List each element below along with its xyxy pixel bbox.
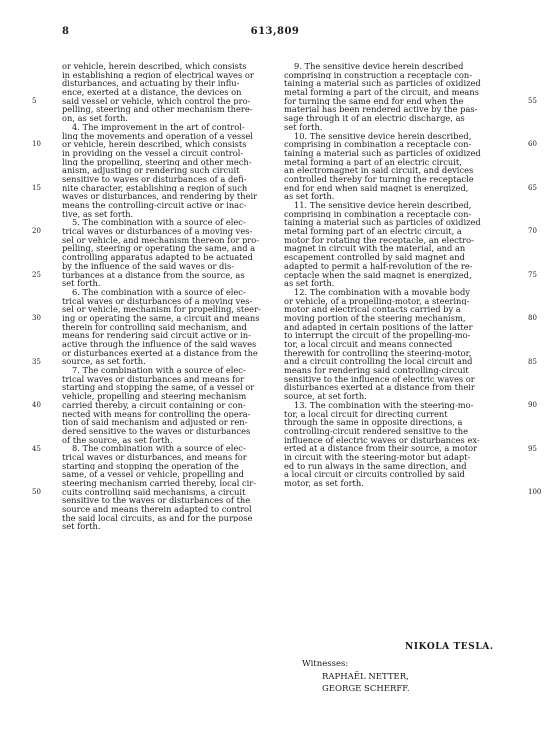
text-line: set forth. [62,279,101,288]
text-line: in providing on the vessel a circuit control- [62,148,244,158]
text-line: material has been rendered active by the pas- [284,105,478,115]
text-line: waves or disturbances, and rendering by their [62,192,258,201]
text-line: escapement controlled by said magnet and [284,253,465,262]
text-line: in circuit with the steering-motor but adapt- [284,452,471,462]
page-header [0,26,550,40]
left-text-column [62,62,298,531]
text-line: 10. The sensitive device herein described, [294,131,472,141]
text-line: comprising in combination a receptacle con- [284,209,472,219]
text-line: set forth. [62,522,101,532]
text-line: sensitive to the waves or disturbances of the [62,496,251,506]
text-line: motor, as set forth. [284,479,364,488]
line-number: 75 [528,270,537,279]
text-line: vehicle, propelling and steering mechanism [62,392,247,401]
line-number: 70 [528,227,537,236]
text-line: means the controlling-circuit active or inac- [62,201,247,210]
witness-name: GEORGE SCHERFF. [322,684,410,694]
text-line: trical waves or disturbances and means for [62,374,245,384]
text-line: therewith for controlling the steering-motor, [284,348,472,358]
text-line: sel or vehicle, mechanism for propelling, steer- [62,305,261,314]
text-line: and a circuit controlling the local circuit and [284,357,473,367]
text-line: nite character, establishing a region of such [62,183,248,193]
line-number: 40 [32,401,41,410]
patent-number: 613,809 [250,26,300,37]
text-line: 13. The combination with the steering-mo- [294,400,474,410]
text-line: trical waves or disturbances of a moving ves- [62,296,253,306]
text-line: magnet in circuit with the material, and an [284,244,466,254]
text-line: adapted to permit a half-revolution of the re- [284,261,473,271]
text-line: taining a material such as particles of oxidized [284,148,481,158]
text-line: or disturbances exerted at a distance from the [62,348,258,358]
text-line: through the same in opposite directions, a [284,418,463,427]
text-line: comprising in combination a receptacle con- [284,140,472,149]
text-line: trical waves or disturbances, and means for [62,452,247,462]
text-line: the said local circuits, as and for the purpose [62,513,253,523]
text-line: trical waves or disturbances of a moving ves- [62,227,253,236]
text-line: or vehicle, of a propelling-motor, a steering- [284,296,470,306]
line-number: 20 [32,227,41,236]
text-line: 6. The combination with a source of elec- [72,287,246,297]
line-number: 60 [528,140,537,149]
line-number: 95 [528,444,537,453]
text-line: ceptacle when the said magnet is energized, [284,270,472,280]
text-line: sel or vehicle, and mechanism thereon for pro- [62,235,260,245]
line-number: 50 [32,488,41,497]
line-number: 30 [32,314,41,323]
text-line: turbances at a distance from the source, as [62,270,245,280]
text-line: ing or operating the same, a circuit and means [62,313,260,323]
text-line: 12. The combination with a movable body [294,287,470,297]
text-line: therein for controlling said mechanism, and [62,322,247,332]
text-line: motor and electrical contacts carried by a [284,305,461,314]
text-line: carried thereby, a circuit containing or con- [62,400,246,410]
text-line: taining a material such as particles of oxidized [284,79,481,89]
text-line: taining a material such as particles of oxidized [284,218,481,228]
text-line: steering mechanism carried thereby, local cir- [62,479,257,488]
text-line: tor, a local circuit for directing current [284,409,448,419]
text-line: a local circuit or circuits controlled by said [284,470,465,479]
text-line: nected with means for controlling the opera- [62,409,251,419]
text-line: motor for rotating the receptacle, an electro- [284,235,474,245]
text-line: disturbances, and actuating by their influ- [62,79,240,89]
line-number: 35 [32,357,41,366]
text-line: for turning the same end for end when the [284,96,464,106]
text-line: as set forth. [284,279,335,288]
text-line: 4. The improvement in the art of control- [72,122,245,132]
line-number: 100 [528,488,542,497]
text-line: same, of a vessel or vehicle, propelling and [62,470,244,479]
text-line: tor, a local circuit and means connected [284,340,453,349]
text-line: and adapted in certain positions of the latter [284,322,473,332]
text-line: cuits controlling said mechanisms, a circuit [62,487,246,497]
text-line: tion of said mechanism and adjusted or ren- [62,418,248,427]
line-number: 80 [528,314,537,323]
text-line: source and means therein adapted to control [62,505,252,514]
text-line: end for end when said magnet is energized, [284,183,469,193]
witness-name: RAPHAËL NETTER, [322,672,409,682]
text-line: set forth. [284,122,323,132]
text-line: pelling, steering and other mechanism there- [62,105,253,115]
line-number: 15 [32,183,41,192]
text-line: pelling, steering or operating the same, and a [62,244,256,254]
text-line: metal forming part of an electric circuit, a [284,227,462,236]
text-line: as set forth. [284,192,335,201]
text-line: anism, adjusting or rendering such circuit [62,166,240,175]
text-line: 9. The sensitive device herein described [294,62,464,71]
line-number: 5 [32,96,37,105]
text-line: of the source, as set forth. [62,435,173,445]
text-line: 11. The sensitive device herein described, [294,201,472,210]
text-line: moving portion of the steering mechanism, [284,313,466,323]
text-line: metal forming a part of an electric circuit, [284,157,462,167]
text-line: active through the influence of the said waves [62,340,257,349]
line-number: 65 [528,183,537,192]
line-number: 10 [32,140,41,149]
text-line: sage through it of an electric discharge, as [284,114,465,123]
line-number: 55 [528,96,537,105]
text-line: controlling apparatus adapted to be actuated [62,253,253,262]
right-text-column [284,62,520,488]
text-line: comprising in construction a receptacle con- [284,70,473,80]
line-number: 45 [32,444,41,453]
text-line: an electromagnet in said circuit, and devices [284,166,474,175]
text-line: ence, exerted at a distance, the devices on [62,88,242,97]
text-line: disturbances exerted at a distance from their [284,383,475,393]
text-line: ling the propelling, steering and other mech- [62,157,252,167]
text-line: metal forming a part of the circuit, and means [284,88,479,97]
text-line: ling the movements and operation of a vessel [62,131,253,141]
text-line: sensitive to the influence of electric waves or [284,374,475,384]
text-line: said vessel or vehicle, which control the pro- [62,96,251,106]
text-line: to interrupt the circuit of the propelling-mo- [284,331,471,340]
line-number: 90 [528,401,537,410]
text-line: erted at a distance from their source, a motor [284,444,478,453]
text-line: source, at set forth. [284,392,367,401]
text-line: tive, as set forth. [62,209,134,219]
text-line: or vehicle, herein described, which consists [62,140,247,149]
line-number: 85 [528,357,537,366]
text-line: 8. The combination with a source of elec- [72,444,246,453]
text-line: ed to run always in the same direction, and [284,461,467,471]
text-line: means for rendering said controlling-circuit [284,366,469,375]
text-line: sensitive to waves or disturbances of a defi- [62,174,247,184]
text-line: starting and stopping the same, of a vessel or [62,383,255,393]
text-line: on, as set forth. [62,114,128,123]
text-line: starting and stopping the operation of the [62,461,239,471]
text-line: means for rendering said circuit active or in- [62,331,251,340]
text-line: influence of electric waves or disturbances ex- [284,435,480,445]
text-line: controlled thereby for turning the receptacle [284,174,474,184]
inventor-signature: NIKOLA TESLA. [405,642,494,652]
text-line: dered sensitive to the waves or disturbances [62,426,251,436]
text-line: 7. The combination with a source of elec- [72,366,246,375]
text-line: 5. The combination with a source of elec- [72,218,246,228]
text-line: by the influence of the said waves or dis- [62,261,235,271]
text-line: in establishing a region of electrical waves or [62,70,254,80]
text-line: controlling-circuit rendered sensitive to the [284,426,469,436]
page-number: 8 [62,26,69,37]
text-line: source, as set forth. [62,357,146,367]
witnesses-label: Witnesses: [302,659,349,669]
text-line: or vehicle, herein described, which consists [62,62,247,71]
line-number: 25 [32,270,41,279]
